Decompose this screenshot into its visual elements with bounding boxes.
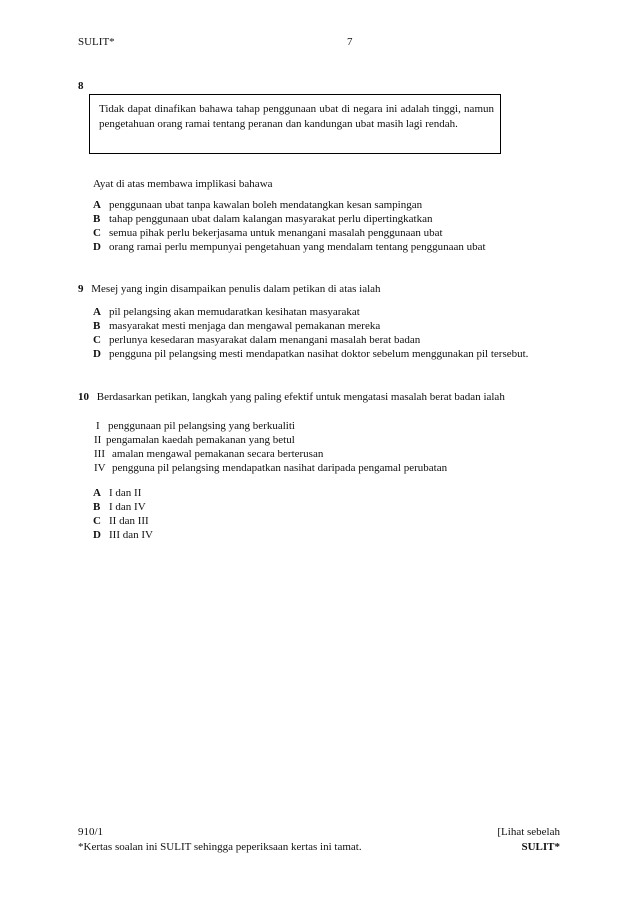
question-8-option-c: [93, 227, 443, 241]
question-8-option-d: [93, 241, 486, 255]
option-text: orang ramai perlu mempunyai pengetahuan yang mendalam tentang penggunaan ubat: [109, 241, 486, 253]
statement-numeral: II: [94, 434, 102, 446]
footer-paper-code: 910/1: [78, 826, 104, 838]
option-letter: C: [93, 334, 101, 346]
question-10-statement-iii: [94, 448, 323, 462]
question-8-option-b: [93, 213, 432, 227]
statement-text: pengguna pil pelangsing mendapatkan nasihat daripada pengamal perubatan: [112, 462, 448, 474]
option-letter: B: [93, 501, 101, 513]
question-10-option-c: [93, 515, 149, 529]
footer-classification: SULIT*: [521, 841, 560, 853]
option-letter: C: [93, 227, 101, 239]
question-10-number: 10: [78, 391, 89, 403]
question-9-option-d: [93, 348, 528, 362]
option-letter: C: [93, 515, 101, 527]
option-text: penggunaan ubat tanpa kawalan boleh mendatangkan kesan sampingan: [109, 199, 423, 211]
question-10-header: [78, 391, 505, 405]
statement-text: amalan mengawal pemakanan secara berterusan: [112, 448, 324, 460]
question-8-option-a: [93, 199, 422, 213]
option-text: semua pihak perlu bekerjasama untuk menangani masalah penggunaan ubat: [109, 227, 443, 239]
question-9-stem: Mesej yang ingin disampaikan penulis dalam petikan di atas ialah: [91, 283, 381, 295]
statement-numeral: I: [96, 420, 100, 432]
question-9-option-c: [93, 334, 420, 348]
question-10-statement-iv: [94, 462, 447, 476]
question-9-option-b: [93, 320, 380, 334]
option-text: tahap penggunaan ubat dalam kalangan masyarakat perlu dipertingkatkan: [109, 213, 433, 225]
question-10-option-b: [93, 501, 146, 515]
page-number: 7: [347, 36, 353, 48]
question-9-number: 9: [78, 283, 84, 295]
option-letter: D: [93, 241, 101, 253]
question-10-option-a: [93, 487, 141, 501]
option-letter: D: [93, 348, 101, 360]
question-10-stem: Berdasarkan petikan, langkah yang paling efektif untuk mengatasi masalah berat badan ialah: [96, 391, 505, 403]
option-text: masyarakat mesti menjaga dan mengawal pemakanan mereka: [109, 320, 381, 332]
question-8-stem: Ayat di atas membawa implikasi bahawa: [93, 178, 273, 190]
footer-note: *Kertas soalan ini SULIT sehingga peperiksaan kertas ini tamat.: [78, 841, 362, 853]
option-letter: A: [93, 487, 101, 499]
statement-text: penggunaan pil pelangsing yang berkualiti: [108, 420, 295, 432]
question-10-statement-i: [96, 420, 295, 434]
statement-numeral: III: [94, 448, 105, 460]
option-letter: B: [93, 320, 101, 332]
question-9-header: [78, 283, 381, 297]
option-letter: A: [93, 306, 101, 318]
option-text: II dan III: [109, 515, 149, 527]
header-classification: SULIT*: [78, 36, 115, 48]
option-letter: B: [93, 213, 101, 225]
question-8-number: 8: [78, 80, 84, 92]
statement-numeral: IV: [94, 462, 106, 474]
question-8-passage: Tidak dapat dinafikan bahawa tahap penggunaan ubat di negara ini adalah tinggi, namun pengetahuan orang ramai tentang peranan dan kandungan ubat masih lagi rendah.: [99, 103, 494, 130]
option-letter: A: [93, 199, 101, 211]
option-letter: D: [93, 529, 101, 541]
statement-text: pengamalan kaedah pemakanan yang betul: [106, 434, 295, 446]
option-text: III dan IV: [109, 529, 153, 541]
question-10-option-d: [93, 529, 153, 543]
question-10-statement-ii: [94, 434, 295, 448]
option-text: pil pelangsing akan memudaratkan kesihatan masyarakat: [109, 306, 360, 318]
option-text: I dan II: [109, 487, 142, 499]
option-text: I dan IV: [109, 501, 146, 513]
question-8-passage-box: [89, 94, 501, 154]
question-9-option-a: [93, 306, 360, 320]
footer-turn-over: [Lihat sebelah: [497, 826, 560, 838]
option-text: perlunya kesedaran masyarakat dalam menangani masalah berat badan: [109, 334, 421, 346]
option-text: pengguna pil pelangsing mesti mendapatkan nasihat doktor sebelum menggunakan pil tersebut.: [109, 348, 529, 360]
